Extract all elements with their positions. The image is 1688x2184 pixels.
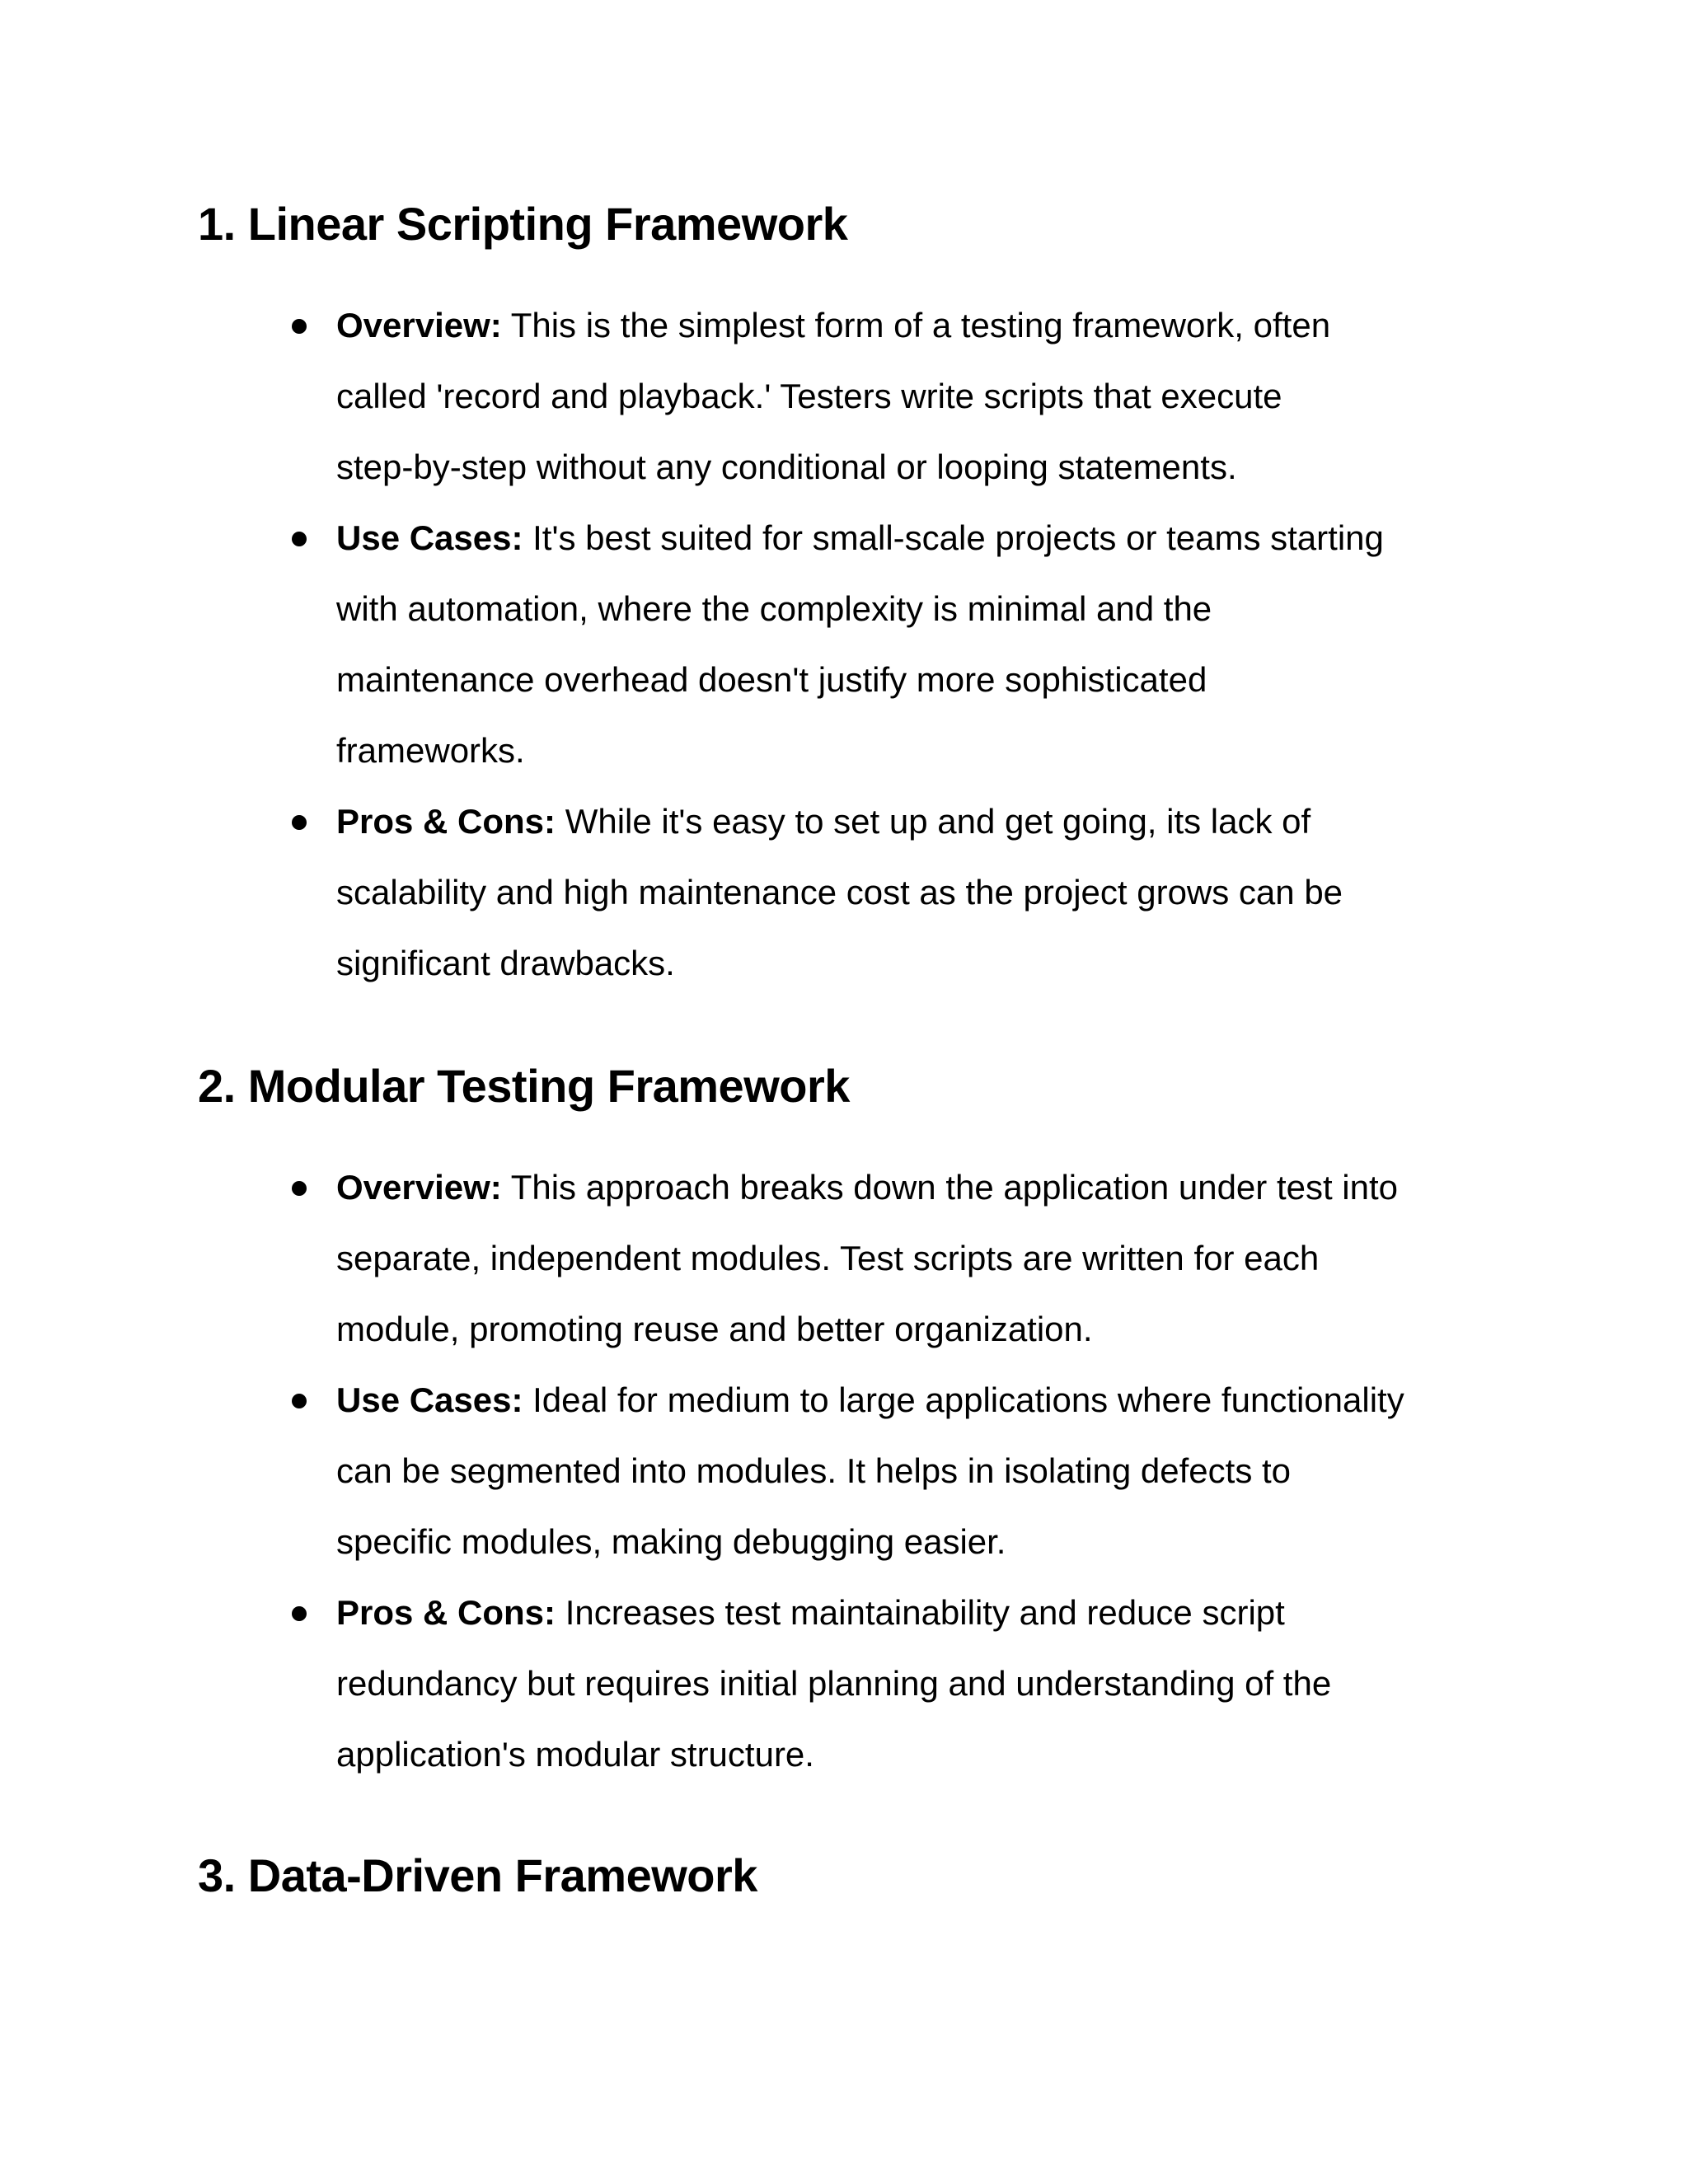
bullet-label: Pros & Cons: [336, 1593, 556, 1632]
bullet-label: Overview: [336, 306, 502, 344]
bullet-label: Overview: [336, 1168, 502, 1207]
bullet-label: Pros & Cons: [336, 802, 556, 841]
bullet-line: specific modules, making debugging easier. [336, 1522, 1006, 1561]
list-item-use-cases [288, 1365, 1525, 1577]
bullet-list [288, 290, 1525, 999]
bullet-line: This approach breaks down the application under test into [501, 1168, 1399, 1207]
bullet-line: Increases test maintainability and reduce script [556, 1593, 1285, 1632]
list-item-pros-cons [288, 1577, 1525, 1790]
section-heading: 3. Data-Driven Framework [198, 1849, 757, 1901]
bullet-line: redundancy but requires initial planning and understanding of the [336, 1664, 1332, 1703]
bullet-label: Use Cases: [336, 518, 523, 557]
bullet-icon [292, 1606, 307, 1621]
bullet-line: maintenance overhead doesn't justify more sophisticated [336, 660, 1207, 699]
section-data-driven [198, 1846, 1517, 1905]
bullet-line: with automation, where the complexity is minimal and the [336, 589, 1212, 628]
bullet-icon [292, 815, 307, 830]
bullet-list [288, 1152, 1525, 1790]
bullet-label: Use Cases: [336, 1380, 523, 1419]
list-item-use-cases [288, 503, 1525, 786]
list-item-overview [288, 1152, 1525, 1365]
bullet-line: It's best suited for small-scale projects or teams starting [523, 518, 1384, 557]
bullet-icon [292, 532, 307, 546]
bullet-line: step-by-step without any conditional or looping statements. [336, 448, 1237, 486]
bullet-line: While it's easy to set up and get going, its lack of [556, 802, 1311, 841]
section-heading: 2. Modular Testing Framework [198, 1060, 850, 1112]
bullet-icon [292, 1394, 307, 1408]
bullet-line: application's modular structure. [336, 1735, 814, 1774]
section-linear-scripting [198, 194, 1517, 254]
bullet-line: can be segmented into modules. It helps in isolating defects to [336, 1451, 1292, 1490]
bullet-icon [292, 319, 307, 334]
bullet-line: scalability and high maintenance cost as the project grows can be [336, 873, 1343, 912]
bullet-line: significant drawbacks. [336, 944, 675, 982]
bullet-line: Ideal for medium to large applications where functionality [523, 1380, 1404, 1419]
section-modular-testing [198, 1057, 1517, 1116]
bullet-icon [292, 1181, 307, 1196]
bullet-line: module, promoting reuse and better organization. [336, 1310, 1093, 1348]
section-heading: 1. Linear Scripting Framework [198, 198, 848, 250]
bullet-line: called 'record and playback.' Testers write scripts that execute [336, 377, 1282, 415]
list-item-pros-cons [288, 786, 1525, 999]
bullet-line: This is the simplest form of a testing framework, often [501, 306, 1331, 344]
list-item-overview [288, 290, 1525, 503]
bullet-line: frameworks. [336, 731, 525, 770]
bullet-line: separate, independent modules. Test scripts are written for each [336, 1239, 1320, 1277]
